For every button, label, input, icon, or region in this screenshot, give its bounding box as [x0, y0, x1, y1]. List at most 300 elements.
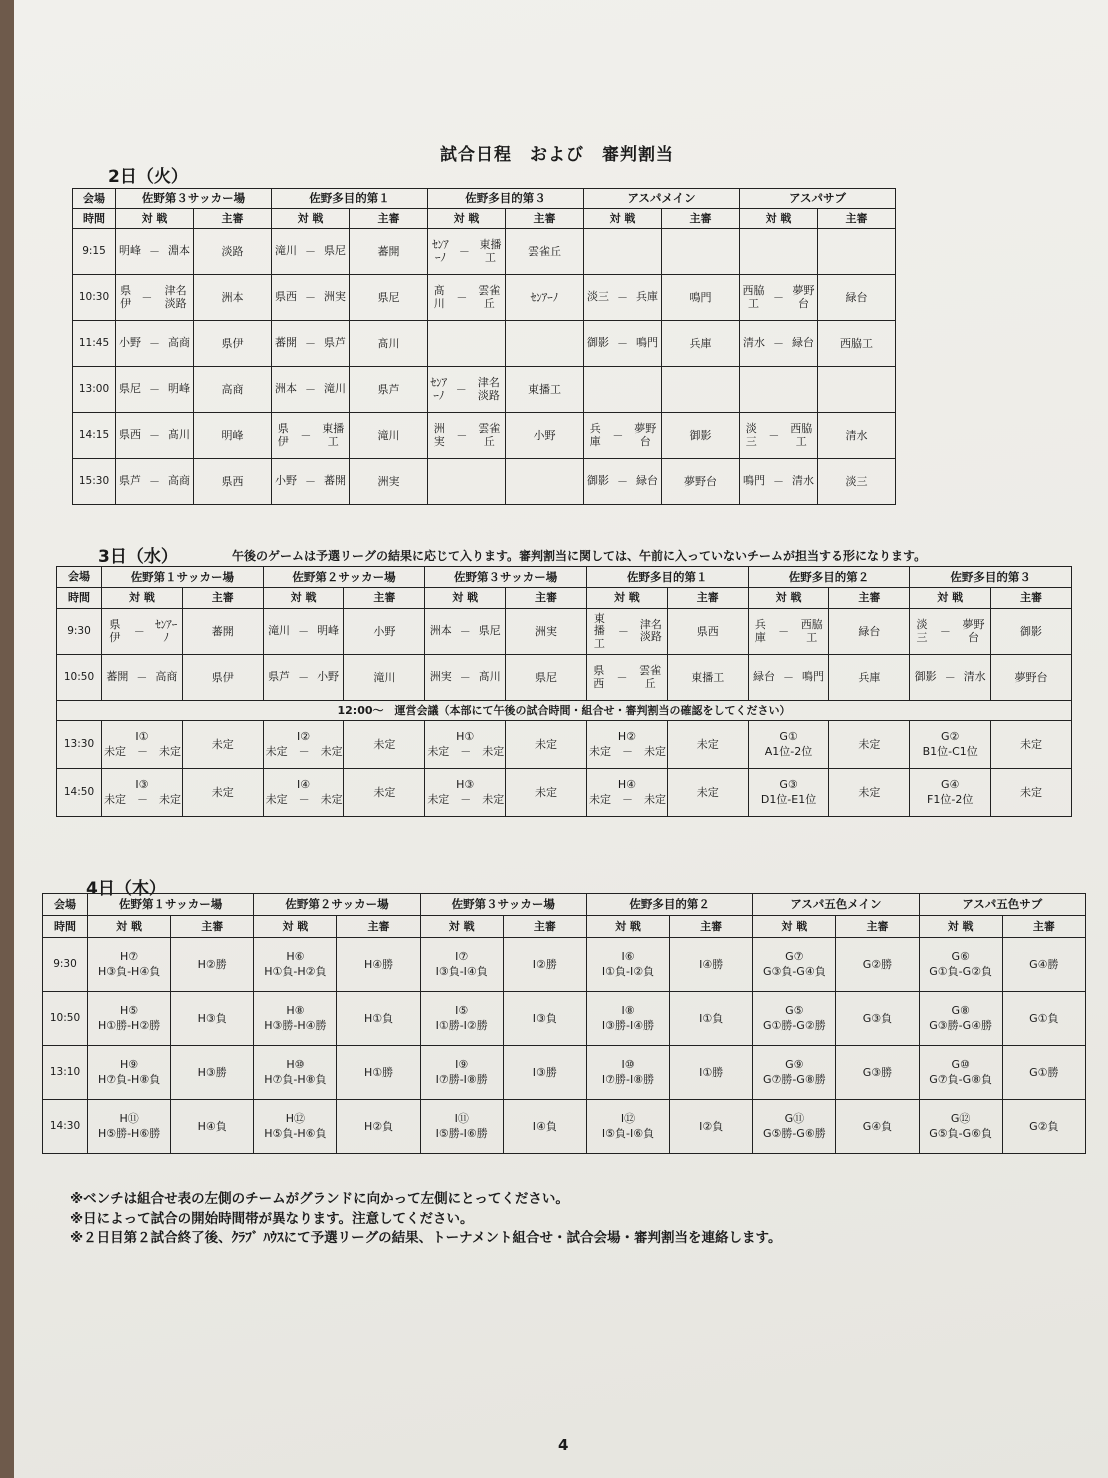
match-pair [751, 671, 827, 685]
game-code: I⑤ [455, 1003, 469, 1017]
away-team: 兵庫 [636, 290, 658, 304]
game-code: H⑥ [286, 949, 305, 963]
home-team: 兵庫 [589, 421, 601, 448]
match-cell [263, 721, 344, 769]
match-pair [274, 383, 347, 397]
venue-header-label: 会場 [43, 894, 88, 916]
venue-name: 佐野第２サッカー場 [263, 567, 425, 588]
match-cell [116, 459, 194, 505]
referee-header-label: 主審 [337, 916, 420, 938]
home-team: ｾﾝｱｰﾉ [432, 237, 449, 264]
referee-cell: 小野 [344, 609, 425, 655]
match-dash: － [141, 290, 153, 304]
game-code: H⑫ [285, 1111, 306, 1125]
match-dash: － [149, 336, 160, 350]
matchup: G⑤負-G⑥負 [929, 1126, 993, 1140]
referee-header-label: 主審 [506, 588, 587, 609]
matchup: D1位-E1位 [760, 792, 817, 806]
match-header-label: 対 戦 [425, 588, 506, 609]
referee-cell: G①負 [1002, 992, 1085, 1046]
match-cell [586, 1046, 669, 1100]
venue-header-label: 会場 [57, 567, 102, 588]
match-cell [919, 992, 1002, 1046]
referee-header-label: 主審 [350, 209, 428, 229]
venue-name: 佐野多目的第２ [748, 567, 910, 588]
matchup: H③負-H④負 [97, 964, 161, 978]
match-header-label: 対 戦 [420, 916, 503, 938]
home-team: 淡三 [587, 290, 609, 304]
footnote: ※２日目第２試合終了後、ｸﾗﾌﾞ ﾊｳｽにて予選リーグの結果、トーナメント組合せ・試合会場・審判割当を連絡します。 [70, 1230, 782, 1247]
referee-cell: G②負 [1002, 1100, 1085, 1154]
match-cell [88, 992, 171, 1046]
match-dash: － [617, 474, 628, 488]
match-pair [586, 423, 659, 448]
game-code: H④ [617, 777, 636, 791]
matchup: I⑤勝-I⑥勝 [435, 1126, 488, 1140]
match-cell [919, 1100, 1002, 1154]
match-dash: － [136, 670, 148, 684]
game-code: G⑩ [951, 1057, 970, 1071]
game-code: G⑫ [950, 1111, 971, 1125]
match-header-label: 対 戦 [910, 588, 991, 609]
referee-cell: 未定 [991, 769, 1072, 817]
referee-cell: 未定 [182, 721, 263, 769]
referee-cell: 緑台 [818, 275, 896, 321]
referee-cell: 県芦 [350, 367, 428, 413]
match-dash: － [298, 624, 310, 638]
match-cell [116, 321, 194, 367]
time-header-label: 時間 [57, 588, 102, 609]
home-team: 西脇工 [742, 283, 765, 310]
home-team: 県伊 [120, 283, 132, 310]
match-cell [254, 1046, 337, 1100]
match-dash: － [305, 244, 316, 258]
referee-cell: 蕃開 [182, 609, 263, 655]
matchup: 未定 － 未定 [104, 792, 181, 806]
venue-name: 佐野第３サッカー場 [425, 567, 587, 588]
game-code: G① [779, 729, 798, 743]
match-cell [586, 769, 667, 817]
home-team: 県伊 [277, 421, 289, 448]
home-team: 蕃開 [106, 670, 129, 684]
game-code: I① [135, 729, 149, 743]
venue-header-label: 会場 [73, 189, 116, 209]
document-title: 試合日程 および 審判割当 [440, 145, 674, 165]
venue-name: アスパメイン [584, 189, 740, 209]
referee-cell: 緑台 [829, 609, 910, 655]
matchup: H⑦負-H⑧負 [264, 1072, 327, 1086]
match-header-label: 対 戦 [88, 916, 171, 938]
referee-cell: 県西 [194, 459, 272, 505]
match-pair [589, 613, 665, 651]
matchup: 未定 － 未定 [265, 744, 343, 758]
time-cell: 9:15 [73, 229, 116, 275]
referee-cell: 滝川 [350, 413, 428, 459]
match-pair [104, 619, 180, 644]
game-code: I⑫ [620, 1111, 636, 1125]
match-cell [910, 609, 991, 655]
referee-cell: 洲本 [194, 275, 272, 321]
time-cell: 10:50 [43, 992, 88, 1046]
afternoon-notice: 午後のゲームは予選リーグの結果に応じて入ります。審判割当に関しては、午前に入っていないチームが担当する形になります。 [232, 549, 927, 563]
match-pair [430, 239, 503, 264]
referee-cell: 未定 [182, 769, 263, 817]
referee-header-label: 主審 [1002, 916, 1085, 938]
game-code: G⑧ [951, 1003, 970, 1017]
match-header-label: 対 戦 [272, 209, 350, 229]
match-dash: － [305, 290, 316, 304]
match-cell [584, 367, 662, 413]
referee-cell: H③負 [171, 992, 254, 1046]
match-cell [272, 321, 350, 367]
match-cell [753, 1100, 836, 1154]
referee-cell: 未定 [829, 721, 910, 769]
home-team: 洲本 [429, 624, 452, 638]
referee-cell: 未定 [829, 769, 910, 817]
home-team: 県西 [593, 663, 605, 690]
match-header-label: 対 戦 [102, 588, 183, 609]
match-pair [586, 291, 659, 305]
match-dash: － [149, 382, 160, 396]
match-pair [104, 671, 180, 685]
home-team: 小野 [275, 474, 297, 488]
match-cell [748, 609, 829, 655]
match-dash: － [149, 474, 160, 488]
away-team: 西脇工 [800, 617, 823, 644]
referee-cell [818, 367, 896, 413]
away-team: 高商 [155, 670, 178, 684]
referee-cell: H④負 [171, 1100, 254, 1154]
referee-cell: H②勝 [171, 938, 254, 992]
away-team: 洲実 [324, 290, 346, 304]
venue-name: アスパ五色サブ [919, 894, 1085, 916]
desk-edge [0, 0, 14, 1478]
time-cell: 9:30 [43, 938, 88, 992]
referee-header-label: 主審 [818, 209, 896, 229]
match-cell [586, 938, 669, 992]
matchup: 未定 － 未定 [588, 792, 666, 806]
match-cell [88, 1100, 171, 1154]
home-team: 洲実 [433, 421, 445, 448]
page-number: 4 [558, 1436, 569, 1454]
game-code: G③ [779, 777, 798, 791]
home-team: 髙川 [433, 283, 445, 310]
game-code: I⑪ [454, 1111, 469, 1125]
match-cell [272, 367, 350, 413]
match-pair [742, 475, 815, 489]
matchup: G③負-G④負 [762, 964, 826, 978]
match-dash: － [456, 428, 468, 442]
match-dash: － [133, 624, 145, 638]
time-cell: 14:15 [73, 413, 116, 459]
time-cell: 13:10 [43, 1046, 88, 1100]
match-cell [586, 992, 669, 1046]
referee-cell: G②勝 [836, 938, 919, 992]
away-team: 髙川 [478, 670, 501, 684]
away-team: 鳴門 [802, 670, 825, 684]
referee-cell: I②負 [670, 1100, 753, 1154]
referee-cell: 高商 [194, 367, 272, 413]
schedule-table-day4 [42, 893, 1086, 1154]
referee-cell: 小野 [506, 413, 584, 459]
match-cell [116, 275, 194, 321]
match-dash: － [458, 244, 470, 258]
away-team: 高商 [168, 336, 190, 350]
matchup: G①勝-G②勝 [762, 1018, 826, 1032]
referee-cell: I②勝 [503, 938, 586, 992]
match-pair [118, 285, 191, 310]
game-code: H③ [456, 777, 475, 791]
away-team: 滝川 [324, 382, 346, 396]
match-cell [102, 721, 183, 769]
match-dash: － [617, 624, 629, 638]
matchup: I①勝-I②勝 [435, 1018, 488, 1032]
time-header-label: 時間 [43, 916, 88, 938]
home-team: 県西 [275, 290, 297, 304]
away-team: 淵本 [168, 244, 190, 258]
match-cell [420, 938, 503, 992]
game-code: I② [297, 729, 311, 743]
referee-cell: H④勝 [337, 938, 420, 992]
match-pair [118, 383, 191, 397]
game-code: G⑦ [785, 949, 804, 963]
matchup: I①負-I②負 [601, 964, 655, 978]
footnote: ※日によって試合の開始時間帯が異なります。注意してください。 [70, 1210, 474, 1227]
home-team: 御影 [587, 474, 609, 488]
referee-cell: 明峰 [194, 413, 272, 459]
match-cell [116, 367, 194, 413]
footnote: ※ベンチは組合せ表の左側のチームがグランドに向かって左側にとってください。 [70, 1191, 569, 1207]
match-cell [272, 229, 350, 275]
home-team: 東播工 [593, 611, 605, 650]
match-cell [425, 769, 506, 817]
match-cell [584, 275, 662, 321]
venue-name: 佐野多目的第３ [910, 567, 1072, 588]
match-cell [586, 655, 667, 701]
match-cell [102, 769, 183, 817]
match-pair [274, 475, 347, 489]
matchup: A1位-2位 [764, 744, 813, 758]
referee-cell: 御影 [662, 413, 740, 459]
match-dash: － [298, 670, 310, 684]
referee-cell: 洲実 [506, 609, 587, 655]
matchup: G①負-G②負 [929, 964, 993, 978]
referee-header-label: 主審 [503, 916, 586, 938]
match-cell [428, 229, 506, 275]
referee-cell: I①負 [670, 992, 753, 1046]
match-cell [748, 721, 829, 769]
matchup: 未定 － 未定 [427, 744, 505, 758]
home-team: 清水 [743, 336, 765, 350]
referee-cell: I④負 [503, 1100, 586, 1154]
away-team: 清水 [792, 474, 814, 488]
referee-cell: G①勝 [1002, 1046, 1085, 1100]
matchup: I⑦勝-I⑧勝 [601, 1072, 655, 1086]
referee-cell [662, 367, 740, 413]
match-pair [430, 423, 503, 448]
match-pair [430, 285, 503, 310]
referee-cell [662, 229, 740, 275]
referee-cell: 雲雀丘 [506, 229, 584, 275]
matchup: 未定 － 未定 [265, 792, 343, 806]
referee-cell [506, 459, 584, 505]
time-cell: 10:50 [57, 655, 102, 701]
venue-name: 佐野多目的第１ [586, 567, 748, 588]
referee-header-label: 主審 [171, 916, 254, 938]
matchup: F1位-2位 [927, 792, 974, 806]
referee-cell: G④勝 [1002, 938, 1085, 992]
match-dash: － [300, 428, 312, 442]
away-team: 鳴門 [636, 336, 658, 350]
home-team: 明峰 [119, 244, 141, 258]
match-header-label: 対 戦 [584, 209, 662, 229]
referee-cell [506, 321, 584, 367]
match-dash: － [617, 336, 628, 350]
match-cell [753, 1046, 836, 1100]
match-dash: － [617, 290, 628, 304]
matchup: 未定 － 未定 [588, 744, 666, 758]
match-dash: － [305, 474, 316, 488]
schedule-table-day3 [56, 566, 1072, 817]
match-dash: － [768, 428, 780, 442]
venue-name: 佐野多目的第１ [272, 189, 428, 209]
game-code: H⑧ [286, 1003, 305, 1017]
time-cell: 11:45 [73, 321, 116, 367]
match-pair [427, 671, 503, 685]
game-code: H⑦ [120, 949, 139, 963]
match-cell [740, 229, 818, 275]
away-team: 東播工 [322, 421, 345, 448]
match-cell [584, 413, 662, 459]
referee-cell: 洲実 [350, 459, 428, 505]
game-code: I⑧ [621, 1003, 635, 1017]
matchup: I⑤負-I⑥負 [601, 1126, 655, 1140]
match-pair [912, 619, 988, 644]
referee-cell: 県尼 [506, 655, 587, 701]
match-dash: － [149, 428, 160, 442]
referee-cell: 淡三 [818, 459, 896, 505]
referee-cell: 清水 [818, 413, 896, 459]
away-team: 雲雀丘 [639, 663, 662, 690]
match-cell [910, 655, 991, 701]
home-team: 淡三 [916, 617, 928, 644]
match-dash: － [305, 382, 316, 396]
game-code: G② [941, 729, 960, 743]
match-dash: － [616, 670, 628, 684]
game-code: H① [456, 729, 475, 743]
home-team: 県伊 [109, 617, 121, 644]
match-cell [88, 1046, 171, 1100]
game-code: I⑦ [455, 949, 469, 963]
schedule-table-day2 [72, 188, 896, 505]
referee-cell: G④負 [836, 1100, 919, 1154]
matchup: G③勝-G④勝 [929, 1018, 993, 1032]
matchup: G⑤勝-G⑥勝 [762, 1126, 826, 1140]
match-cell [254, 992, 337, 1046]
venue-name: 佐野多目的第２ [586, 894, 752, 916]
match-pair [742, 423, 815, 448]
match-dash: － [612, 428, 624, 442]
away-team: 髙川 [168, 428, 190, 442]
referee-cell: 未定 [506, 721, 587, 769]
match-cell [102, 655, 183, 701]
away-team: 夢野台 [962, 617, 985, 644]
referee-cell: 未定 [667, 721, 748, 769]
venue-name: 佐野第２サッカー場 [254, 894, 420, 916]
day-label-4: 4日（木） [86, 879, 166, 899]
referee-cell: 未定 [667, 769, 748, 817]
match-cell [420, 992, 503, 1046]
match-dash: － [459, 624, 471, 638]
time-header-label: 時間 [73, 209, 116, 229]
match-cell [753, 992, 836, 1046]
match-pair [274, 245, 347, 259]
match-pair [118, 429, 191, 443]
match-cell [748, 769, 829, 817]
match-cell [586, 609, 667, 655]
match-cell [584, 459, 662, 505]
away-team: 蕃開 [324, 474, 346, 488]
day-label-2: 2日（火） [108, 167, 188, 187]
match-pair [274, 337, 347, 351]
match-cell [272, 413, 350, 459]
match-pair [751, 619, 827, 644]
referee-cell: 夢野台 [662, 459, 740, 505]
referee-cell: 滝川 [344, 655, 425, 701]
referee-header-label: 主審 [506, 209, 584, 229]
match-cell [740, 275, 818, 321]
home-team: 淡三 [745, 421, 757, 448]
away-team: 津名淡路 [164, 283, 187, 310]
match-cell [586, 721, 667, 769]
match-cell [254, 938, 337, 992]
match-pair [266, 671, 342, 685]
matchup: H⑤勝-H⑥勝 [97, 1126, 161, 1140]
match-pair [118, 475, 191, 489]
match-pair [118, 245, 191, 259]
match-cell [272, 459, 350, 505]
matchup: I⑦勝-I⑧勝 [435, 1072, 488, 1086]
matchup: H①負-H②負 [264, 964, 327, 978]
home-team: 蕃開 [275, 336, 297, 350]
away-team: 県芦 [324, 336, 346, 350]
referee-cell: I①勝 [670, 1046, 753, 1100]
match-cell [116, 413, 194, 459]
referee-cell: I③勝 [503, 1046, 586, 1100]
referee-cell: I③負 [503, 992, 586, 1046]
match-cell [586, 1100, 669, 1154]
match-dash: － [773, 290, 784, 304]
time-cell: 14:30 [43, 1100, 88, 1154]
time-cell: 13:30 [57, 721, 102, 769]
match-cell [425, 655, 506, 701]
match-cell [919, 938, 1002, 992]
match-pair [266, 625, 342, 639]
match-cell [740, 367, 818, 413]
referee-header-label: 主審 [829, 588, 910, 609]
referee-header-label: 主審 [991, 588, 1072, 609]
game-code: H⑪ [119, 1111, 139, 1125]
game-code: I④ [297, 777, 311, 791]
game-code: I③ [135, 777, 149, 791]
home-team: 県尼 [119, 382, 141, 396]
referee-cell: G③負 [836, 992, 919, 1046]
match-header-label: 対 戦 [748, 588, 829, 609]
game-code: G⑥ [951, 949, 970, 963]
matchup: H①勝-H②勝 [97, 1018, 161, 1032]
home-team: 滝川 [275, 244, 297, 258]
footnotes [70, 1190, 781, 1249]
